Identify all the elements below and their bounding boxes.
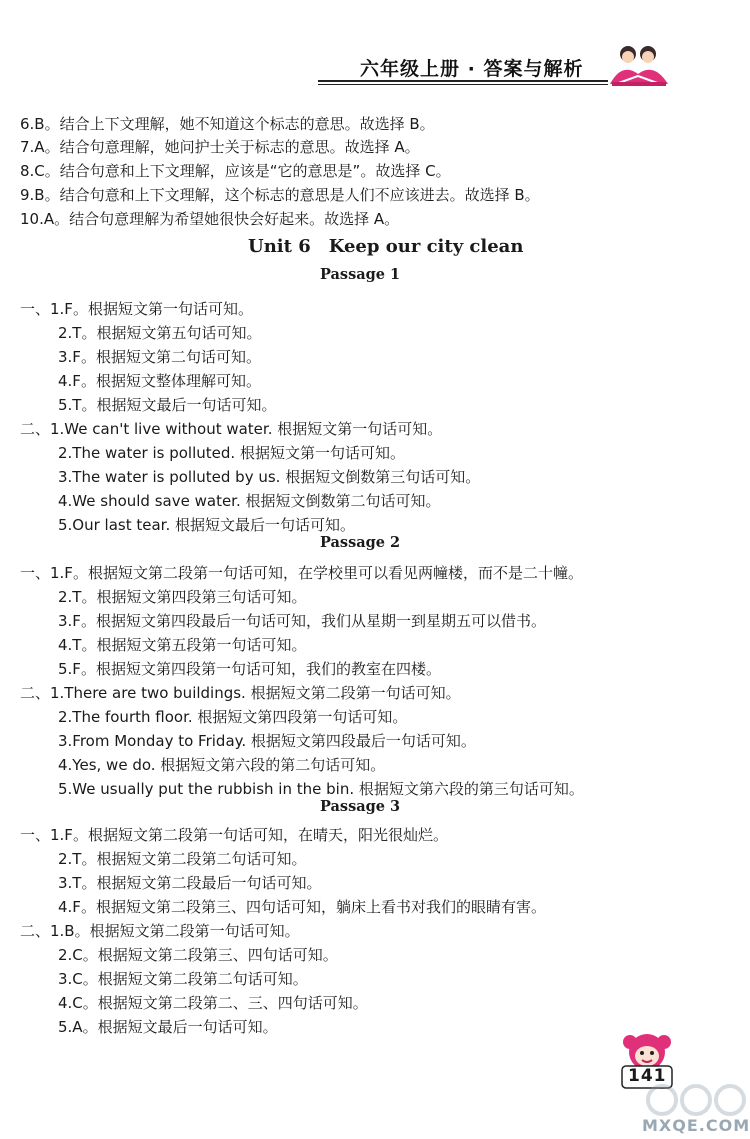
p1-line-3: 3.F。根据短文第二句话可知。	[58, 348, 261, 366]
p3-line-2: 2.T。根据短文第二段第二句话可知。	[58, 850, 307, 868]
p1-line-8: 3.The water is polluted by us. 根据短文倒数第三句话可知。	[58, 468, 481, 486]
p2-line-9: 4.Yes, we do. 根据短文第六段的第二句话可知。	[58, 756, 386, 774]
p1-line-5: 5.T。根据短文最后一句话可知。	[58, 396, 277, 414]
p1-line-10: 5.Our last tear. 根据短文最后一句话可知。	[58, 516, 356, 534]
answer-6: 6.B。结合上下文理解，她不知道这个标志的意思。故选择 B。	[20, 115, 435, 133]
p3-line-8: 4.C。根据短文第二段第二、三、四句话可知。	[58, 994, 368, 1012]
p1-line-4: 4.F。根据短文整体理解可知。	[58, 372, 261, 390]
p1-line-2: 2.T。根据短文第五句话可知。	[58, 324, 262, 342]
header-rule	[318, 80, 608, 82]
p3-line-9: 5.A。根据短文最后一句话可知。	[58, 1018, 278, 1036]
watermark-text: MXQE.COM	[642, 1116, 750, 1135]
p3-line-1: 一、1.F。根据短文第二段第一句话可知，在晴天，阳光很灿烂。	[20, 826, 448, 844]
p2-line-1: 一、1.F。根据短文第二段第一句话可知，在学校里可以看见两幢楼，而不是二十幢。	[20, 564, 583, 582]
answer-10: 10.A。结合句意理解为希望她很快会好起来。故选择 A。	[20, 210, 400, 228]
p3-line-7: 3.C。根据短文第二段第二句话可知。	[58, 970, 308, 988]
header-title: 六年级上册 · 答案与解析	[360, 58, 584, 80]
answer-8: 8.C。结合句意和上下文理解，应该是“它的意思是”。故选择 C。	[20, 162, 451, 180]
passage-3-title: Passage 3	[320, 798, 401, 815]
p2-line-7: 2.The fourth floor. 根据短文第四段第一句话可知。	[58, 708, 408, 726]
p2-line-8: 3.From Monday to Friday. 根据短文第四段最后一句话可知。	[58, 732, 476, 750]
unit-title: Unit 6 Keep our city clean	[248, 236, 524, 257]
answer-7: 7.A。结合句意理解，她问护士关于标志的意思。故选择 A。	[20, 138, 420, 156]
p2-line-2: 2.T。根据短文第四段第三句话可知。	[58, 588, 307, 606]
p3-line-5: 二、1.B。根据短文第二段第一句话可知。	[20, 922, 300, 940]
p2-line-6: 二、1.There are two buildings. 根据短文第二段第一句话可知。	[20, 684, 461, 702]
p2-line-5: 5.F。根据短文第四段第一句话可知，我们的教室在四楼。	[58, 660, 441, 678]
p3-line-6: 2.C。根据短文第二段第三、四句话可知。	[58, 946, 338, 964]
p1-line-9: 4.We should save water. 根据短文倒数第二句话可知。	[58, 492, 441, 510]
passage-1-title: Passage 1	[320, 266, 401, 283]
mascot-children-icon	[606, 40, 676, 90]
p2-line-10: 5.We usually put the rubbish in the bin. 根据短文第六段的第三句话可知。	[58, 780, 584, 798]
p2-line-3: 3.F。根据短文第四段最后一句话可知，我们从星期一到星期五可以借书。	[58, 612, 546, 630]
passage-2-title: Passage 2	[320, 534, 401, 551]
p1-line-6: 二、1.We can't live without water. 根据短文第一句话可知。	[20, 420, 443, 438]
header-rule-thin	[318, 84, 608, 85]
answer-9: 9.B。结合句意和上下文理解，这个标志的意思是人们不应该进去。故选择 B。	[20, 186, 540, 204]
p3-line-3: 3.T。根据短文第二段最后一句话可知。	[58, 874, 322, 892]
page-number: 141	[628, 1066, 667, 1086]
p1-line-1: 一、1.F。根据短文第一句话可知。	[20, 300, 253, 318]
p2-line-4: 4.T。根据短文第五段第一句话可知。	[58, 636, 307, 654]
p1-line-7: 2.The water is polluted. 根据短文第一句话可知。	[58, 444, 405, 462]
p3-line-4: 4.F。根据短文第二段第三、四句话可知，躺床上看书对我们的眼睛有害。	[58, 898, 546, 916]
